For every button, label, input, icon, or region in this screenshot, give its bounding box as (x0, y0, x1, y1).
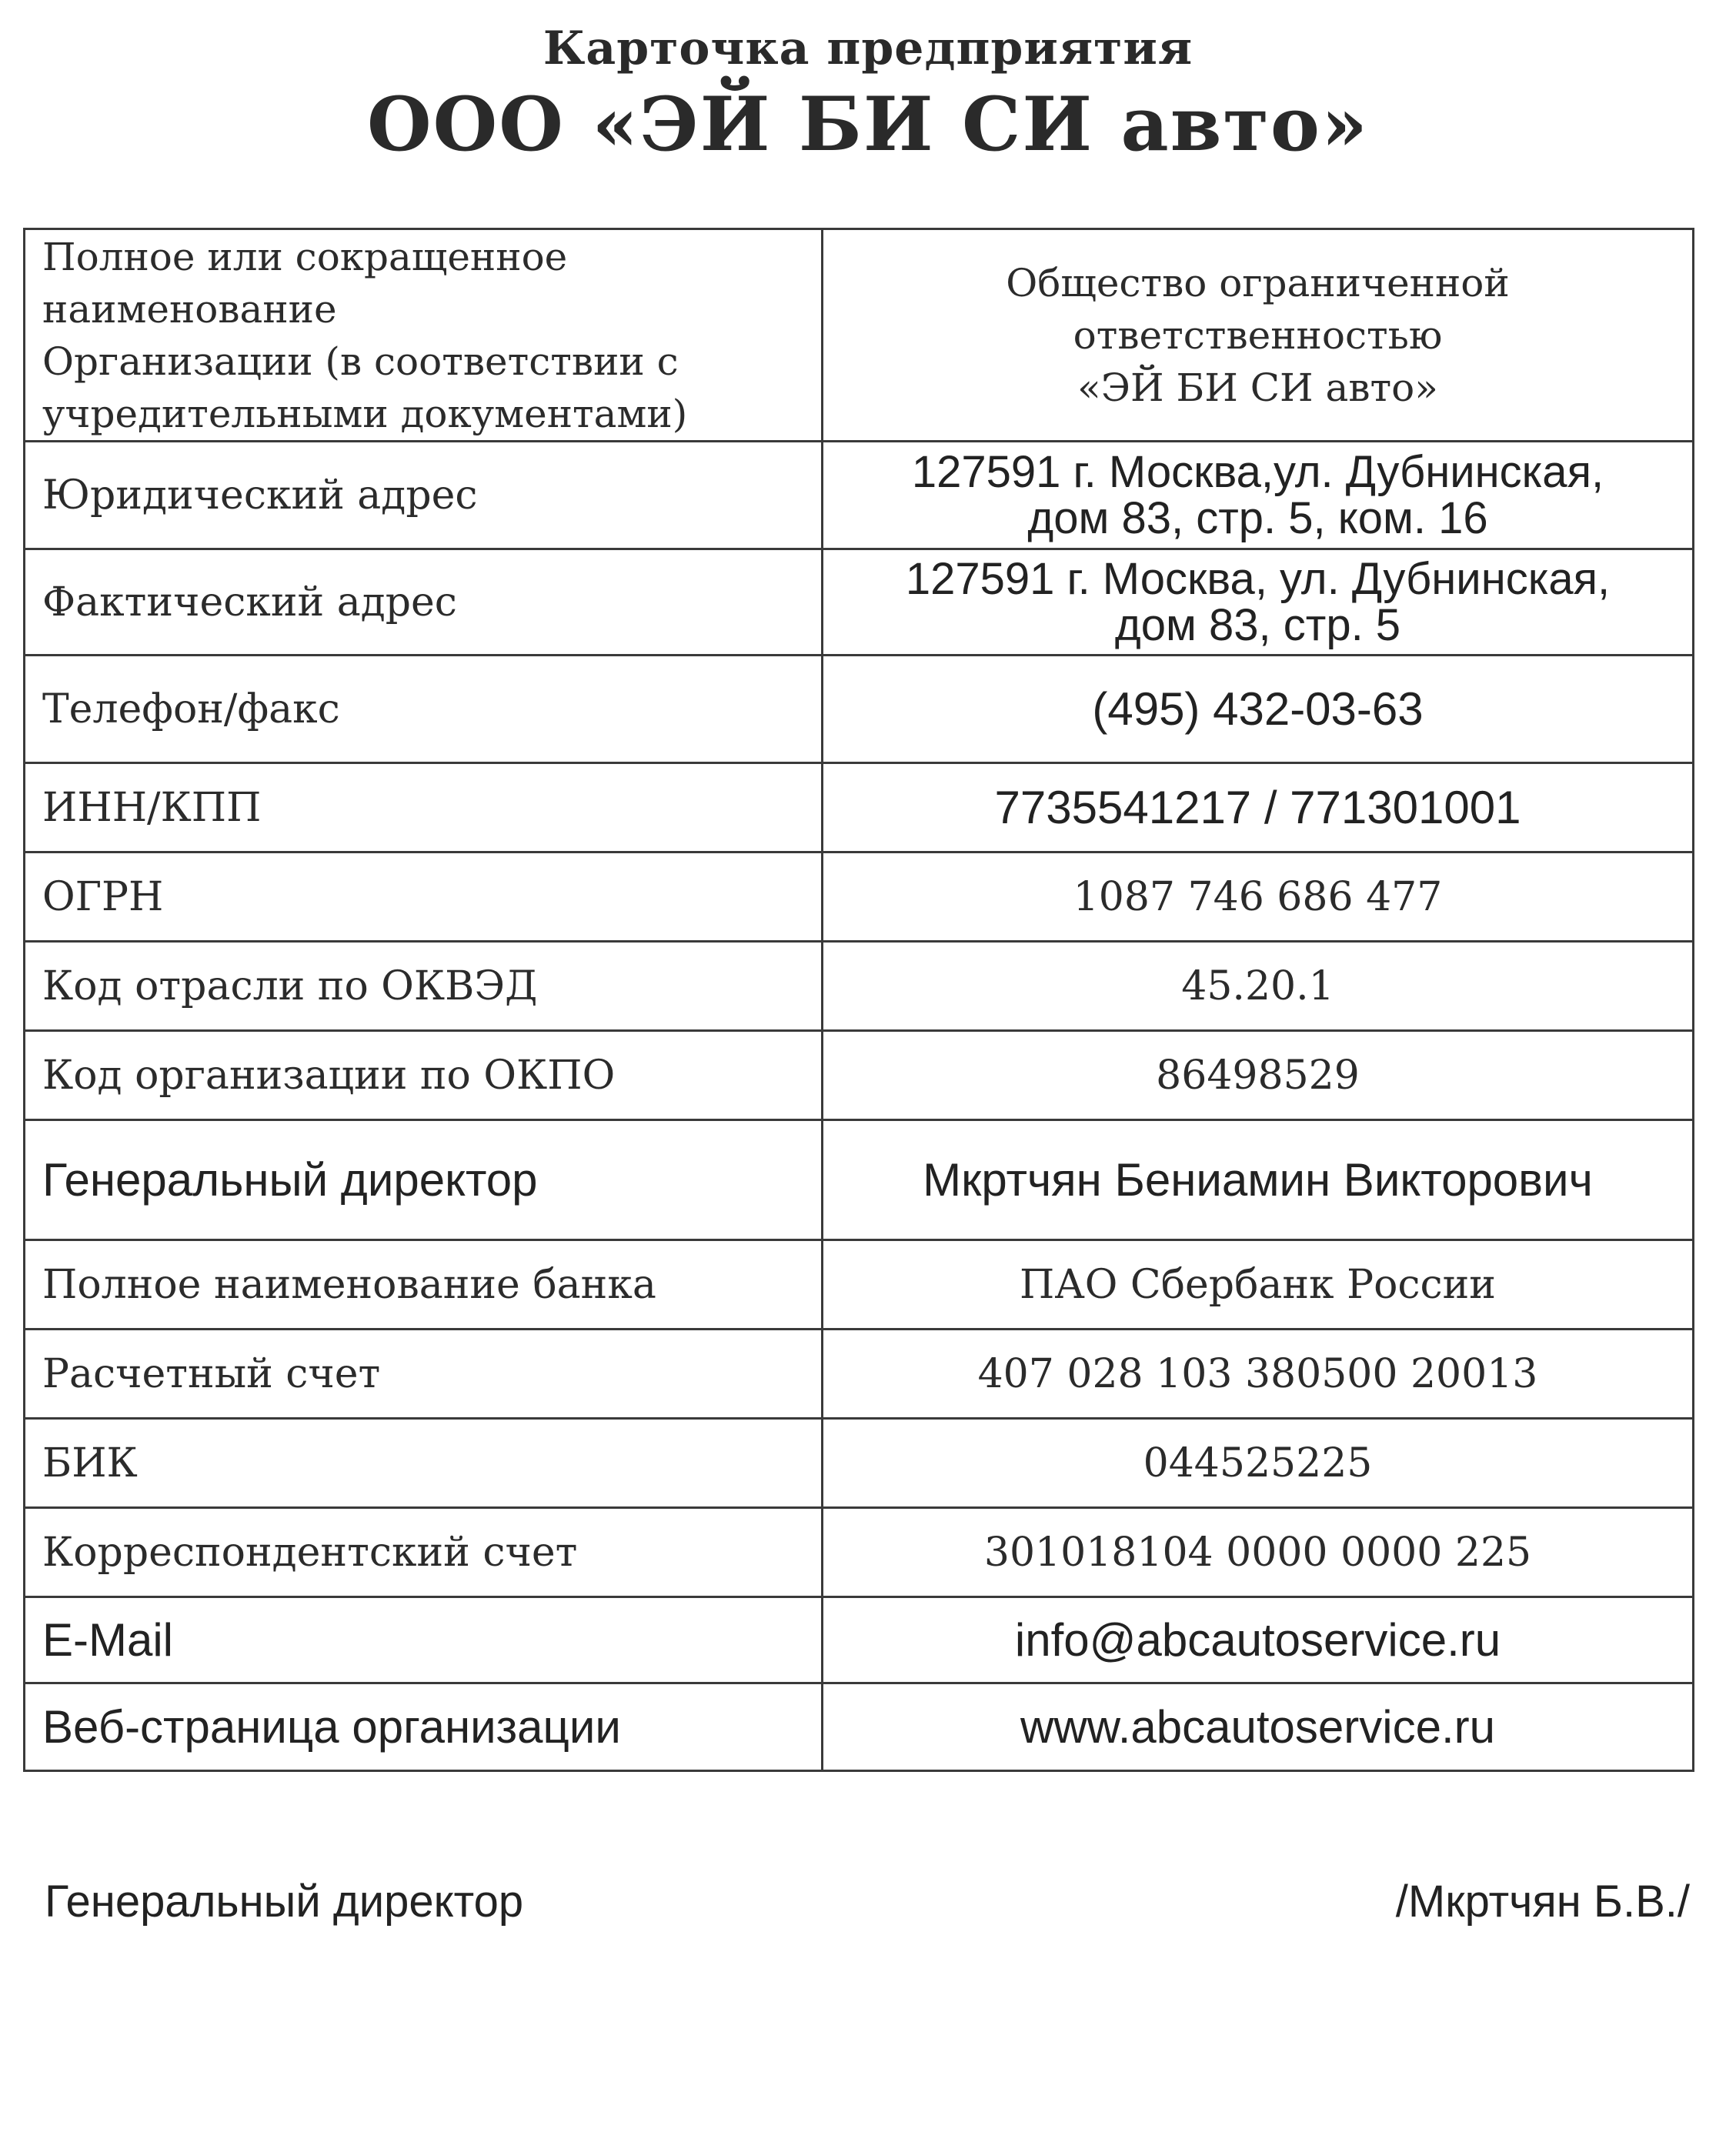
table-row-bik (25, 1419, 1694, 1508)
value-okved: 45.20.1 (823, 942, 1694, 1031)
value-settlement-account: 407 028 103 380500 20013 (823, 1330, 1694, 1419)
label-website: Веб-страница организации (25, 1683, 823, 1771)
label-correspondent-account: Корреспондентский счет (25, 1508, 823, 1597)
label-bik: БИК (25, 1419, 823, 1508)
table-row-email (25, 1597, 1694, 1683)
table-row-website (25, 1683, 1694, 1771)
label-director: Генеральный директор (25, 1120, 823, 1240)
table-row-full-name (25, 229, 1694, 442)
value-okpo: 86498529 (823, 1031, 1694, 1120)
label-inn-kpp: ИНН/КПП (25, 763, 823, 852)
label-email: E-Mail (25, 1597, 823, 1683)
value-full-name (823, 229, 1694, 442)
footer-position: Генеральный директор (45, 1877, 524, 1927)
table-row-okpo (25, 1031, 1694, 1120)
label-full-name-line-3: Организации (в соответствии с (42, 339, 679, 384)
value-legal-address (823, 442, 1694, 549)
label-full-name-line-1: Полное или сокращенное (42, 234, 568, 279)
label-full-name (25, 229, 823, 442)
document-subtitle: Карточка предприятия (542, 22, 1194, 75)
value-website: www.abcautoservice.ru (823, 1683, 1694, 1771)
table-row-settlement-account (25, 1330, 1694, 1419)
value-actual-address-line-2: дом 83, стр. 5 (1114, 599, 1401, 650)
table-row-ogrn (25, 852, 1694, 942)
value-correspondent-account: 301018104 0000 0000 225 (823, 1508, 1694, 1597)
footer-signature: /Мкртчян Б.В./ (1395, 1877, 1690, 1927)
label-bank-name: Полное наименование банка (25, 1240, 823, 1330)
table-row-actual-address (25, 549, 1694, 656)
value-full-name-line-2: ответственностью (1073, 312, 1443, 358)
label-full-name-line-4: учредительными документами) (42, 391, 688, 436)
label-full-name-line-2: наименование (42, 286, 337, 332)
value-director: Мкртчян Бениамин Викторович (823, 1120, 1694, 1240)
label-actual-address: Фактический адрес (25, 549, 823, 656)
value-full-name-line-1: Общество ограниченной (1006, 260, 1510, 305)
table-row-director (25, 1120, 1694, 1240)
table-row-inn-kpp (25, 763, 1694, 852)
value-full-name-line-3: «ЭЙ БИ СИ авто» (1077, 365, 1438, 410)
value-bik: 044525225 (823, 1419, 1694, 1508)
label-okved: Код отрасли по ОКВЭД (25, 942, 823, 1031)
value-inn-kpp: 7735541217 / 771301001 (823, 763, 1694, 852)
label-legal-address: Юридический адрес (25, 442, 823, 549)
table-row-legal-address (25, 442, 1694, 549)
table-row-okved (25, 942, 1694, 1031)
value-legal-address-line-1: 127591 г. Москва,ул. Дубнинская, (911, 446, 1604, 497)
company-name-title: ООО «ЭЙ БИ СИ авто» (367, 81, 1369, 168)
label-okpo: Код организации по ОКПО (25, 1031, 823, 1120)
value-ogrn: 1087 746 686 477 (823, 852, 1694, 942)
table-row-bank-name (25, 1240, 1694, 1330)
table-row-correspondent-account (25, 1508, 1694, 1597)
label-ogrn: ОГРН (25, 852, 823, 942)
table-row-phone (25, 656, 1694, 763)
value-email: info@abcautoservice.ru (823, 1597, 1694, 1683)
value-phone: (495) 432-03-63 (823, 656, 1694, 763)
label-settlement-account: Расчетный счет (25, 1330, 823, 1419)
value-legal-address-line-2: дом 83, стр. 5, ком. 16 (1027, 492, 1488, 543)
company-details-table (23, 228, 1694, 1772)
value-actual-address-line-1: 127591 г. Москва, ул. Дубнинская, (905, 553, 1611, 604)
label-phone: Телефон/факс (25, 656, 823, 763)
value-bank-name: ПАО Сбербанк России (823, 1240, 1694, 1330)
value-actual-address (823, 549, 1694, 656)
